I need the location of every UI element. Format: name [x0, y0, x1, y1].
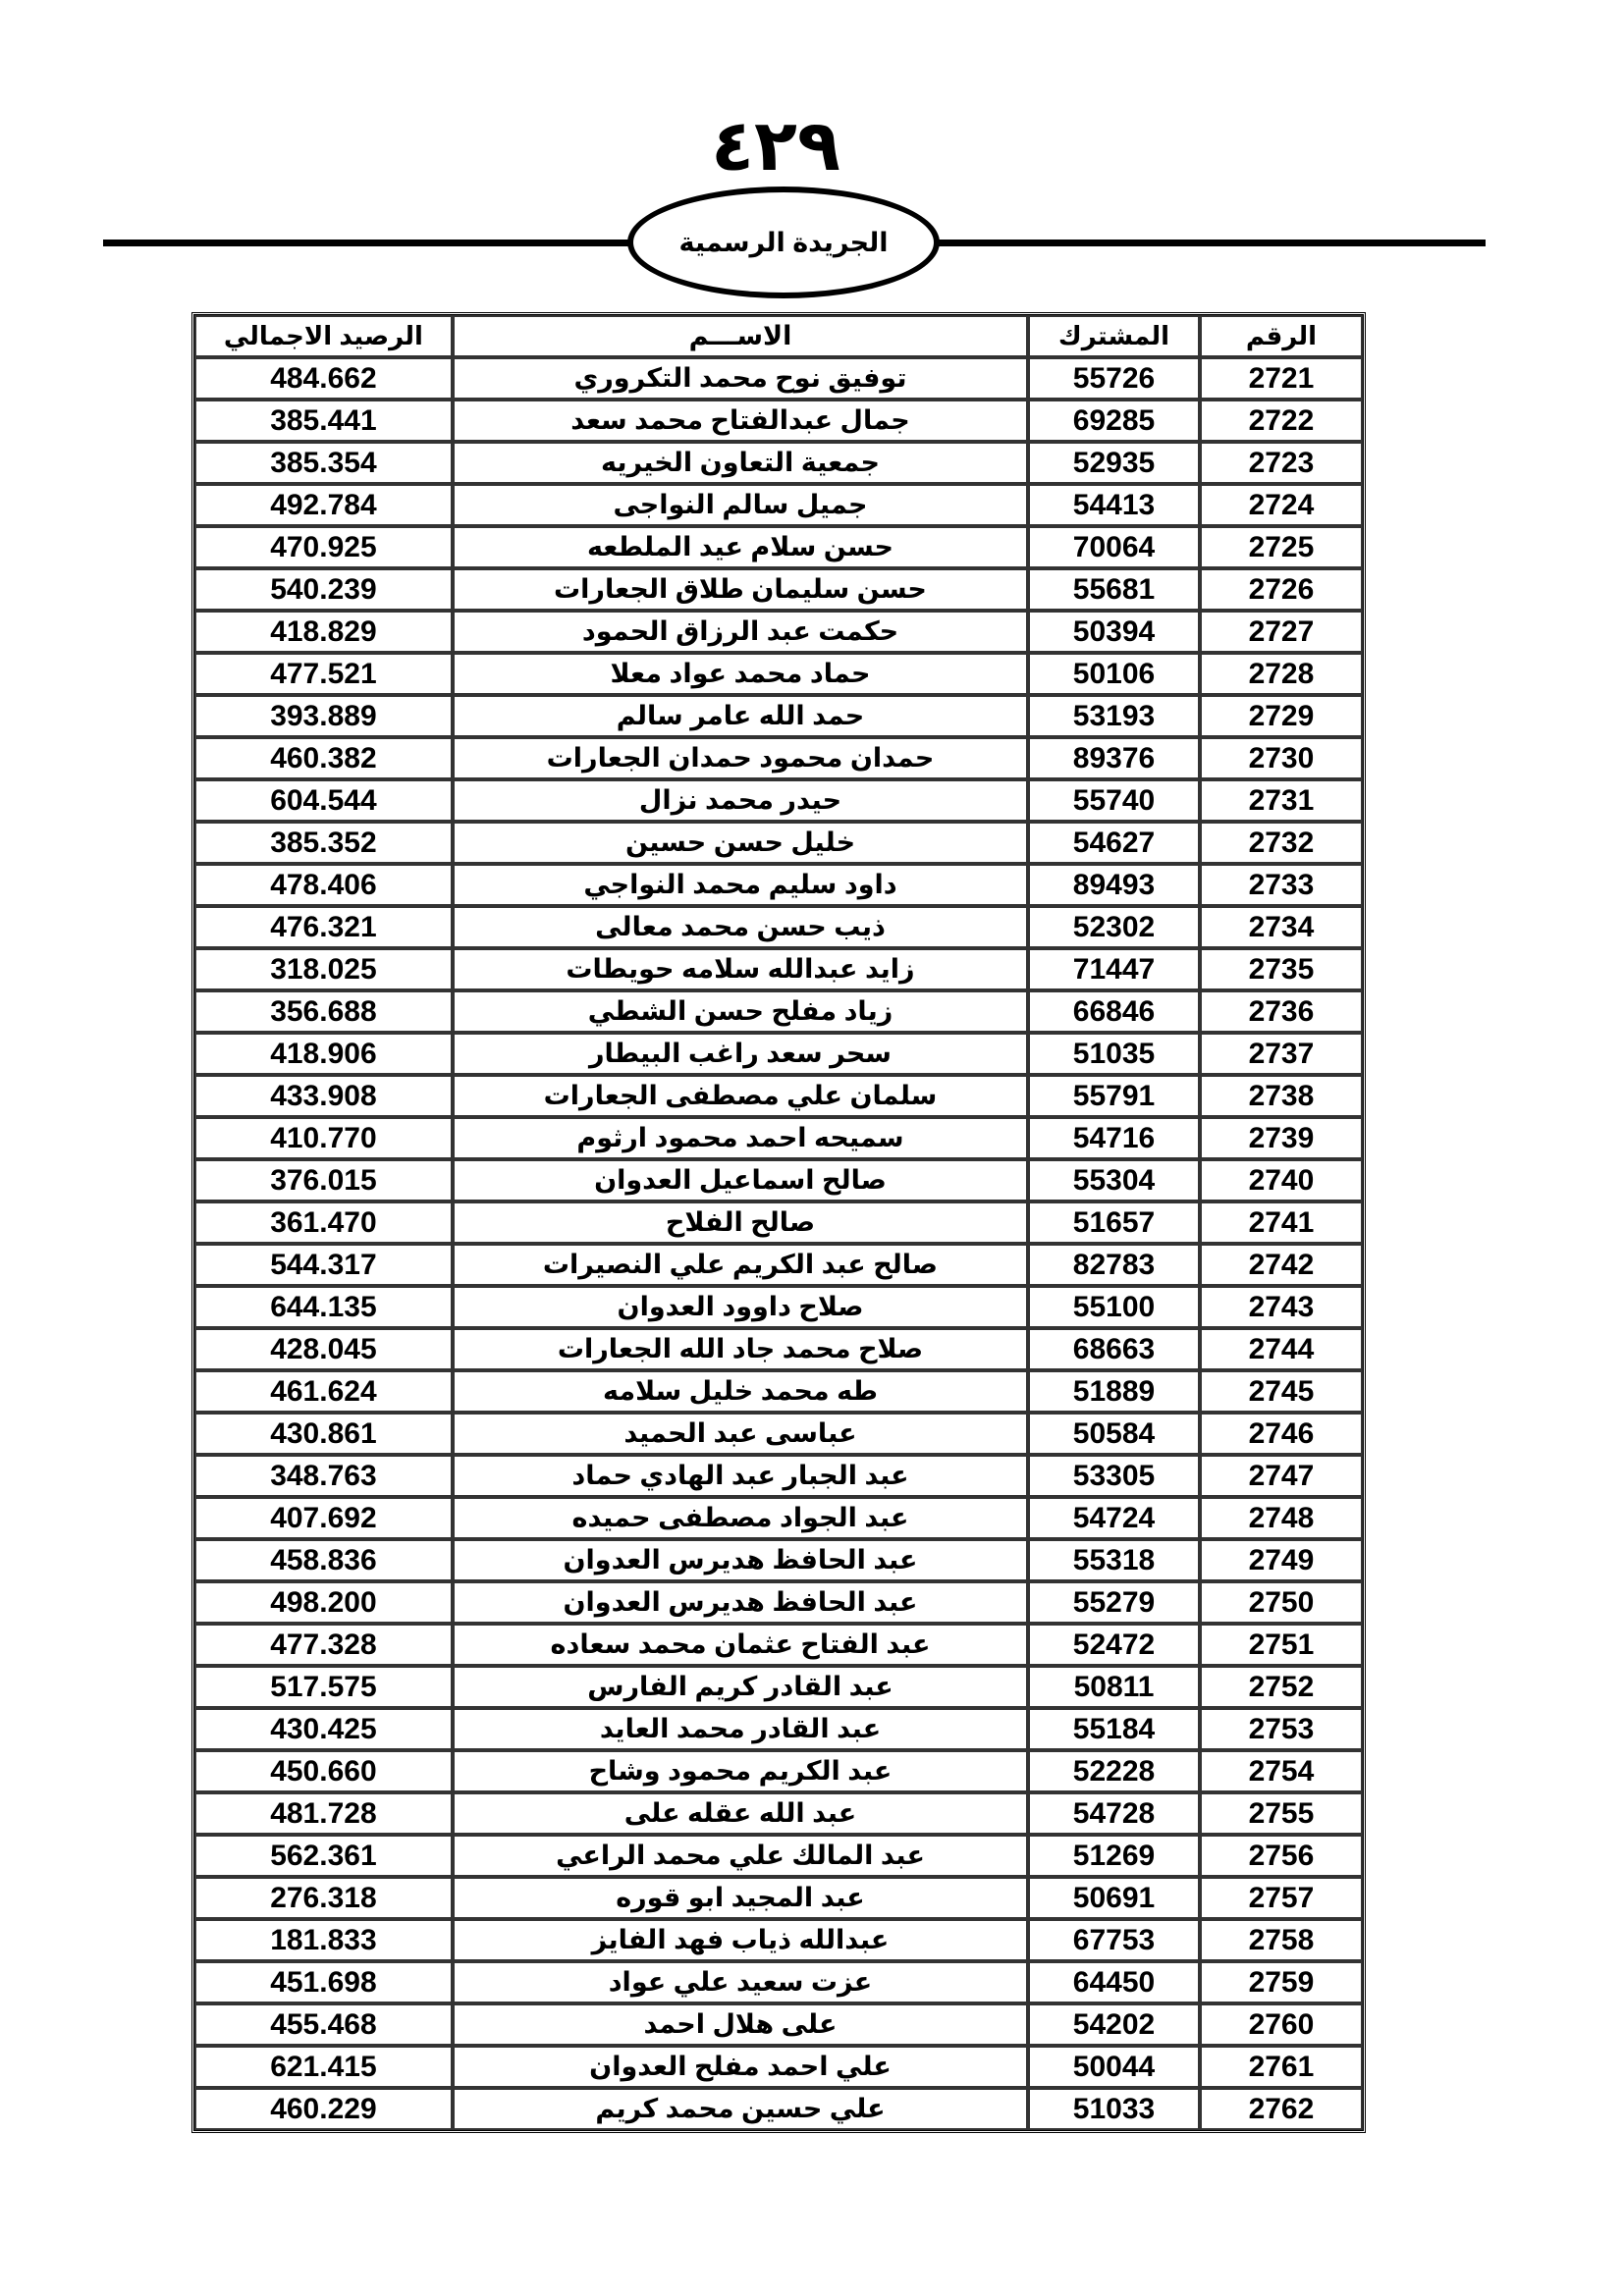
balance-cell: 407.692 — [194, 1497, 453, 1539]
subscriber-cell: 55791 — [1028, 1075, 1200, 1117]
subscriber-cell: 51269 — [1028, 1835, 1200, 1877]
name-cell: جميل سالم النواجى — [453, 484, 1028, 526]
name-cell: زياد مفلح حسن الشطي — [453, 990, 1028, 1033]
name-cell: عبد القادر كريم الفارس — [453, 1666, 1028, 1708]
table-row — [194, 1835, 1363, 1877]
name-cell: خليل حسن حسين — [453, 822, 1028, 864]
number-cell: 2755 — [1200, 1792, 1363, 1835]
name-cell: عبد الجبار عبد الهادي حماد — [453, 1455, 1028, 1497]
name-cell: حمد الله عامر سالم — [453, 695, 1028, 737]
balance-cell: 455.468 — [194, 2003, 453, 2046]
table-row — [194, 484, 1363, 526]
balance-cell: 621.415 — [194, 2046, 453, 2088]
number-cell: 2740 — [1200, 1159, 1363, 1201]
balance-cell: 544.317 — [194, 1244, 453, 1286]
balance-cell: 430.861 — [194, 1413, 453, 1455]
column-header-name: الاســـم — [453, 315, 1028, 357]
subscriber-cell: 54413 — [1028, 484, 1200, 526]
table-row — [194, 1581, 1363, 1624]
subscriber-cell: 68663 — [1028, 1328, 1200, 1370]
number-cell: 2734 — [1200, 906, 1363, 948]
name-cell: عبد الله عقله على — [453, 1792, 1028, 1835]
number-cell: 2737 — [1200, 1033, 1363, 1075]
subscriber-cell: 50394 — [1028, 611, 1200, 653]
number-cell: 2757 — [1200, 1877, 1363, 1919]
name-cell: زايد عبدالله سلامه حويطات — [453, 948, 1028, 990]
table-row — [194, 653, 1363, 695]
table-row — [194, 779, 1363, 822]
name-cell: ذيب حسن محمد معالى — [453, 906, 1028, 948]
subscriber-cell: 55304 — [1028, 1159, 1200, 1201]
name-cell: عبد المجيد ابو قوره — [453, 1877, 1028, 1919]
table-row — [194, 442, 1363, 484]
number-cell: 2742 — [1200, 1244, 1363, 1286]
subscriber-cell: 55100 — [1028, 1286, 1200, 1328]
balance-cell: 410.770 — [194, 1117, 453, 1159]
table-row — [194, 1539, 1363, 1581]
subscriber-cell: 50584 — [1028, 1413, 1200, 1455]
subscriber-cell: 55184 — [1028, 1708, 1200, 1750]
name-cell: عبد الجواد مصطفى حميده — [453, 1497, 1028, 1539]
number-cell: 2749 — [1200, 1539, 1363, 1581]
table-row — [194, 1370, 1363, 1413]
name-cell: جمعية التعاون الخيريه — [453, 442, 1028, 484]
balance-cell: 604.544 — [194, 779, 453, 822]
name-cell: طه محمد خليل سلامه — [453, 1370, 1028, 1413]
subscriber-cell: 54724 — [1028, 1497, 1200, 1539]
number-cell: 2754 — [1200, 1750, 1363, 1792]
subscriber-cell: 50691 — [1028, 1877, 1200, 1919]
balance-cell: 477.328 — [194, 1624, 453, 1666]
number-cell: 2730 — [1200, 737, 1363, 779]
balance-cell: 356.688 — [194, 990, 453, 1033]
balance-cell: 492.784 — [194, 484, 453, 526]
name-cell: جمال عبدالفتاح محمد سعد — [453, 400, 1028, 442]
name-cell: عبد المالك علي محمد الراعي — [453, 1835, 1028, 1877]
name-cell: عبدالله ذياب فهد الفايز — [453, 1919, 1028, 1961]
number-cell: 2724 — [1200, 484, 1363, 526]
number-cell: 2761 — [1200, 2046, 1363, 2088]
column-header-number: الرقم — [1200, 315, 1363, 357]
number-cell: 2739 — [1200, 1117, 1363, 1159]
balance-cell: 348.763 — [194, 1455, 453, 1497]
subscriber-cell: 51035 — [1028, 1033, 1200, 1075]
name-cell: عبد الفتاح عثمان محمد سعاده — [453, 1624, 1028, 1666]
balance-cell: 498.200 — [194, 1581, 453, 1624]
subscriber-cell: 52228 — [1028, 1750, 1200, 1792]
name-cell: سحر سعد راغب البيطار — [453, 1033, 1028, 1075]
number-cell: 2735 — [1200, 948, 1363, 990]
balances-table — [191, 312, 1366, 2133]
subscriber-cell: 55681 — [1028, 568, 1200, 611]
balance-cell: 461.624 — [194, 1370, 453, 1413]
name-cell: صلاح داوود العدوان — [453, 1286, 1028, 1328]
number-cell: 2733 — [1200, 864, 1363, 906]
name-cell: حيدر محمد نزال — [453, 779, 1028, 822]
table-row — [194, 1117, 1363, 1159]
name-cell: علي احمد مفلح العدوان — [453, 2046, 1028, 2088]
balance-cell: 460.382 — [194, 737, 453, 779]
balance-cell: 476.321 — [194, 906, 453, 948]
number-cell: 2745 — [1200, 1370, 1363, 1413]
number-cell: 2746 — [1200, 1413, 1363, 1455]
number-cell: 2741 — [1200, 1201, 1363, 1244]
name-cell: علي حسين محمد كريم — [453, 2088, 1028, 2130]
subscriber-cell: 71447 — [1028, 948, 1200, 990]
name-cell: حسن سلام عيد الملطعه — [453, 526, 1028, 568]
balance-cell: 517.575 — [194, 1666, 453, 1708]
table-row — [194, 1201, 1363, 1244]
balance-cell: 376.015 — [194, 1159, 453, 1201]
subscriber-cell: 52472 — [1028, 1624, 1200, 1666]
number-cell: 2747 — [1200, 1455, 1363, 1497]
name-cell: صالح عبد الكريم علي النصيرات — [453, 1244, 1028, 1286]
number-cell: 2758 — [1200, 1919, 1363, 1961]
subscriber-cell: 82783 — [1028, 1244, 1200, 1286]
table-row — [194, 1750, 1363, 1792]
subscriber-cell: 54202 — [1028, 2003, 1200, 2046]
table-row — [194, 864, 1363, 906]
number-cell: 2752 — [1200, 1666, 1363, 1708]
name-cell: صالح اسماعيل العدوان — [453, 1159, 1028, 1201]
subscriber-cell: 54728 — [1028, 1792, 1200, 1835]
name-cell: سلمان علي مصطفى الجعارات — [453, 1075, 1028, 1117]
subscriber-cell: 52935 — [1028, 442, 1200, 484]
number-cell: 2759 — [1200, 1961, 1363, 2003]
table-row — [194, 1961, 1363, 2003]
table-row — [194, 568, 1363, 611]
balance-cell: 418.906 — [194, 1033, 453, 1075]
subscriber-cell: 67753 — [1028, 1919, 1200, 1961]
number-cell: 2762 — [1200, 2088, 1363, 2130]
table-row — [194, 1624, 1363, 1666]
subscriber-cell: 54716 — [1028, 1117, 1200, 1159]
subscriber-cell: 64450 — [1028, 1961, 1200, 2003]
subscriber-cell: 55279 — [1028, 1581, 1200, 1624]
number-cell: 2760 — [1200, 2003, 1363, 2046]
column-header-balance: الرصيد الاجمالي — [194, 315, 453, 357]
subscriber-cell: 51889 — [1028, 1370, 1200, 1413]
subscriber-cell: 89493 — [1028, 864, 1200, 906]
column-header-subscriber: المشترك — [1028, 315, 1200, 357]
table-row — [194, 1413, 1363, 1455]
number-cell: 2729 — [1200, 695, 1363, 737]
subscriber-cell: 55726 — [1028, 357, 1200, 400]
balance-cell: 562.361 — [194, 1835, 453, 1877]
number-cell: 2726 — [1200, 568, 1363, 611]
name-cell: حماد محمد عواد معلا — [453, 653, 1028, 695]
balance-cell: 361.470 — [194, 1201, 453, 1244]
number-cell: 2743 — [1200, 1286, 1363, 1328]
table-row — [194, 1708, 1363, 1750]
table-row — [194, 2003, 1363, 2046]
balance-cell: 385.354 — [194, 442, 453, 484]
balance-cell: 481.728 — [194, 1792, 453, 1835]
name-cell: على هلال احمد — [453, 2003, 1028, 2046]
table-row — [194, 737, 1363, 779]
table-row — [194, 611, 1363, 653]
subscriber-cell: 53193 — [1028, 695, 1200, 737]
subscriber-cell: 55318 — [1028, 1539, 1200, 1581]
name-cell: سميحه احمد محمود ارثوم — [453, 1117, 1028, 1159]
table-row — [194, 822, 1363, 864]
name-cell: حكمت عبد الرزاق الحمود — [453, 611, 1028, 653]
table-row — [194, 1075, 1363, 1117]
table-row — [194, 1033, 1363, 1075]
balance-cell: 428.045 — [194, 1328, 453, 1370]
number-cell: 2748 — [1200, 1497, 1363, 1539]
subscriber-cell: 50811 — [1028, 1666, 1200, 1708]
table-row — [194, 526, 1363, 568]
table-row — [194, 2088, 1363, 2130]
name-cell: عبد الحافظ هديرس العدوان — [453, 1581, 1028, 1624]
balance-cell: 460.229 — [194, 2088, 453, 2130]
table-row — [194, 1286, 1363, 1328]
number-cell: 2753 — [1200, 1708, 1363, 1750]
table-row — [194, 1455, 1363, 1497]
name-cell: حسن سليمان طلاق الجعارات — [453, 568, 1028, 611]
name-cell: حمدان محمود حمدان الجعارات — [453, 737, 1028, 779]
number-cell: 2751 — [1200, 1624, 1363, 1666]
subscriber-cell: 52302 — [1028, 906, 1200, 948]
table-header-row — [194, 315, 1363, 357]
number-cell: 2731 — [1200, 779, 1363, 822]
name-cell: عزت سعيد علي عواد — [453, 1961, 1028, 2003]
balance-cell: 470.925 — [194, 526, 453, 568]
balance-cell: 478.406 — [194, 864, 453, 906]
subscriber-cell: 89376 — [1028, 737, 1200, 779]
balance-cell: 450.660 — [194, 1750, 453, 1792]
balance-cell: 458.836 — [194, 1539, 453, 1581]
subscriber-cell: 55740 — [1028, 779, 1200, 822]
balance-cell: 318.025 — [194, 948, 453, 990]
balance-cell: 385.352 — [194, 822, 453, 864]
number-cell: 2736 — [1200, 990, 1363, 1033]
subscriber-cell: 50106 — [1028, 653, 1200, 695]
number-cell: 2727 — [1200, 611, 1363, 653]
page-number: ٤٢٩ — [711, 104, 840, 187]
number-cell: 2738 — [1200, 1075, 1363, 1117]
table-row — [194, 1244, 1363, 1286]
subscriber-cell: 69285 — [1028, 400, 1200, 442]
balance-cell: 451.698 — [194, 1961, 453, 2003]
number-cell: 2744 — [1200, 1328, 1363, 1370]
table-row — [194, 990, 1363, 1033]
subscriber-cell: 66846 — [1028, 990, 1200, 1033]
name-cell: صلاح محمد جاد الله الجعارات — [453, 1328, 1028, 1370]
number-cell: 2756 — [1200, 1835, 1363, 1877]
name-cell: داود سليم محمد النواجي — [453, 864, 1028, 906]
balance-cell: 644.135 — [194, 1286, 453, 1328]
name-cell: عبد القادر محمد العايد — [453, 1708, 1028, 1750]
table-row — [194, 1792, 1363, 1835]
balance-cell: 433.908 — [194, 1075, 453, 1117]
number-cell: 2750 — [1200, 1581, 1363, 1624]
balance-cell: 276.318 — [194, 1877, 453, 1919]
number-cell: 2728 — [1200, 653, 1363, 695]
number-cell: 2732 — [1200, 822, 1363, 864]
table-row — [194, 357, 1363, 400]
balance-cell: 393.889 — [194, 695, 453, 737]
subscriber-cell: 54627 — [1028, 822, 1200, 864]
number-cell: 2725 — [1200, 526, 1363, 568]
number-cell: 2722 — [1200, 400, 1363, 442]
subscriber-cell: 50044 — [1028, 2046, 1200, 2088]
balance-cell: 385.441 — [194, 400, 453, 442]
table-row — [194, 2046, 1363, 2088]
publication-title: الجريدة الرسمية — [678, 227, 889, 257]
name-cell: توفيق نوح محمد التكروري — [453, 357, 1028, 400]
table-row — [194, 695, 1363, 737]
subscriber-cell: 70064 — [1028, 526, 1200, 568]
table-row — [194, 906, 1363, 948]
balance-cell: 181.833 — [194, 1919, 453, 1961]
subscriber-cell: 51657 — [1028, 1201, 1200, 1244]
name-cell: عبد الكريم محمود وشاح — [453, 1750, 1028, 1792]
table-row — [194, 948, 1363, 990]
table-row — [194, 400, 1363, 442]
name-cell: عباسى عبد الحميد — [453, 1413, 1028, 1455]
table-row — [194, 1497, 1363, 1539]
number-cell: 2721 — [1200, 357, 1363, 400]
balance-cell: 540.239 — [194, 568, 453, 611]
table-row — [194, 1666, 1363, 1708]
number-cell: 2723 — [1200, 442, 1363, 484]
balance-cell: 430.425 — [194, 1708, 453, 1750]
name-cell: صالح الفلاح — [453, 1201, 1028, 1244]
balance-cell: 477.521 — [194, 653, 453, 695]
balance-cell: 484.662 — [194, 357, 453, 400]
subscriber-cell: 53305 — [1028, 1455, 1200, 1497]
table-row — [194, 1877, 1363, 1919]
subscriber-cell: 51033 — [1028, 2088, 1200, 2130]
table-row — [194, 1919, 1363, 1961]
name-cell: عبد الحافظ هديرس العدوان — [453, 1539, 1028, 1581]
table-row — [194, 1159, 1363, 1201]
balance-cell: 418.829 — [194, 611, 453, 653]
table-row — [194, 1328, 1363, 1370]
publication-oval — [627, 187, 940, 298]
